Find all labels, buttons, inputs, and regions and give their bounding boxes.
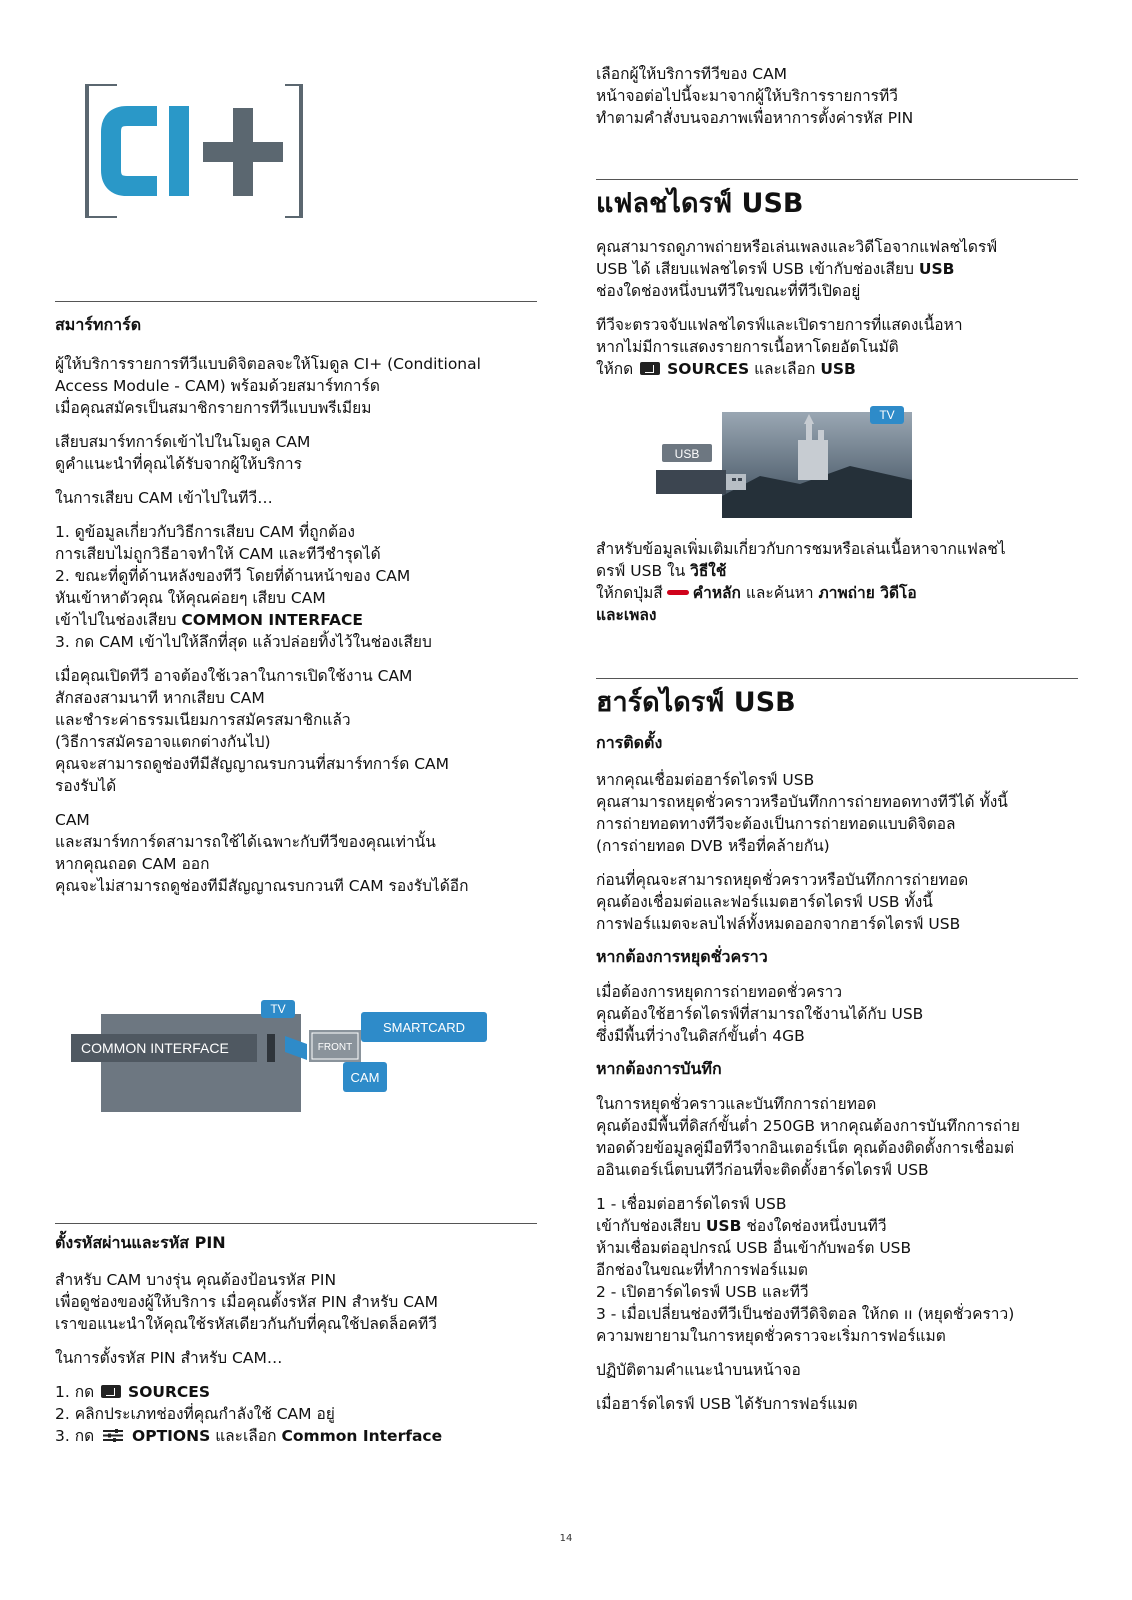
text-line: เมื่อฮาร์ดไดรฟ์ USB ได้รับการฟอร์แมต <box>596 1395 858 1413</box>
record-heading: หากต้องการบันทึก <box>596 1059 722 1078</box>
text-line: คุณต้องมีพื้นที่ดิสก์ขั้นต่ำ 250GB หากคุณต้องการบันทึกการถ่าย <box>596 1117 1020 1135</box>
text-line: การฟอร์แมตจะลบไฟล์ทั้งหมดออกจากฮาร์ดไดรฟ์ USB <box>596 915 961 933</box>
text-line: หากคุณเชื่อมต่อฮาร์ดไดรฟ์ USB <box>596 771 815 789</box>
text-line: หากไม่มีการแสดงรายการเนื้อหาโดยอัตโนมัติ <box>596 338 899 356</box>
text-line: สำหรับ CAM บางรุ่น คุณต้องป้อนรหัส PIN <box>55 1271 337 1289</box>
text-line: ดรฟ์ USB ใน วิธีใช้ <box>596 562 727 580</box>
text-line: คุณต้องใช้ฮาร์ดไดรฟ์ที่สามารถใช้งานได้กับ USB <box>596 1005 924 1023</box>
text-line: และเพลง <box>596 606 657 624</box>
text-line: สำหรับข้อมูลเพิ่มเติมเกี่ยวกับการชมหรือเล่นเนื้อหาจากแฟลชไ <box>596 540 1006 558</box>
step-line: 2 - เปิดฮาร์ดไดรฟ์ USB และทีวี <box>596 1283 809 1301</box>
step-line: ความพยายามในการหยุดชั่วคราวจะเริ่มการฟอร์แมต <box>596 1327 946 1345</box>
text-line: ในการหยุดชั่วคราวและบันทึกการถ่ายทอด <box>596 1095 877 1113</box>
divider <box>55 301 537 302</box>
divider <box>55 1223 537 1224</box>
step-line: หันเข้าหาตัวคุณ ให้คุณค่อยๆ เสียบ CAM <box>55 589 326 607</box>
text-line: USB ได้ เสียบแฟลชไดรฟ์ USB เข้ากับช่องเสียบ USB <box>596 260 955 278</box>
step-line: 3. กด CAM เข้าไปให้ลึกที่สุด แล้วปล่อยทิ้งไว้ในช่องเสียบ <box>55 633 432 651</box>
text-line: ให้กดปุ่มสี คำหลัก และค้นหา ภาพถ่าย วิดีโอ <box>596 584 917 602</box>
pin-step-2: 2. คลิกประเภทช่องที่คุณกำลังใช้ CAM อยู่ <box>55 1405 335 1423</box>
step-line: ห้ามเชื่อมต่ออุปกรณ์ USB อื่นเข้ากับพอร์ต USB <box>596 1239 912 1257</box>
divider <box>596 179 1078 180</box>
text-line: และสมาร์ทการ์ดสามารถใช้ได้เฉพาะกับทีวีของคุณเท่านั้น <box>55 833 436 851</box>
pause-heading: หากต้องการหยุดชั่วคราว <box>596 947 768 966</box>
text-line: ในการตั้งรหัส PIN สำหรับ CAM… <box>55 1349 283 1367</box>
text-line: (วิธีการสมัครอาจแตกต่างกันไป) <box>55 733 271 751</box>
text-line: Access Module - CAM) พร้อมด้วยสมาร์ทการ์ด <box>55 377 380 395</box>
pin-heading: ตั้งรหัสผ่านและรหัส PIN <box>55 1233 226 1252</box>
step-line: 2. ขณะที่ดูที่ด้านหลังของทีวี โดยที่ด้านหน้าของ CAM <box>55 567 411 585</box>
text-line: คุณจะไม่สามารถดูช่องทีมีสัญญาณรบกวนที CAM รองรับได้อีก <box>55 877 469 895</box>
text-line: (การถ่ายทอด DVB หรือที่คล้ายกัน) <box>596 837 830 855</box>
common-interface-illustration <box>71 1000 491 1112</box>
front-label: FRONT <box>317 1042 353 1053</box>
text-line: การถ่ายทอดทางทีวีจะต้องเป็นการถ่ายทอดแบบดิจิตอล <box>596 815 956 833</box>
options-icon <box>103 1429 123 1442</box>
common-interface-label: COMMON INTERFACE <box>181 611 363 629</box>
red-key-icon <box>667 590 689 595</box>
text-line: สักสองสามนาที หากเสียบ CAM <box>55 689 265 707</box>
install-heading: การติดตั้ง <box>596 733 663 752</box>
text-line: CAM <box>55 811 90 829</box>
usb-flash-title: แฟลชไดรฟ์ USB <box>596 188 804 219</box>
sources-icon <box>101 1385 121 1398</box>
step-line: 1. ดูข้อมูลเกี่ยวกับวิธีการเสียบ CAM ที่ถูกต้อง <box>55 523 355 541</box>
text-line: ผู้ให้บริการรายการทีวีแบบดิจิตอลจะให้โมดูล CI+ (Conditional <box>55 355 481 373</box>
tv-badge: TV <box>270 1002 286 1016</box>
text-line: ให้กด SOURCES และเลือก USB <box>596 360 856 378</box>
text-line: ปฏิบัติตามคำแนะนำบนหน้าจอ <box>596 1361 801 1379</box>
text-line: ออินเตอร์เน็ตบนทีวีก่อนที่จะติดตั้งฮาร์ดไดรฟ์ USB <box>596 1161 929 1179</box>
text-line: คุณสามารถดูภาพถ่ายหรือเล่นเพลงและวิดีโอจากแฟลชไดรฟ์ <box>596 238 998 256</box>
text-line: เมื่อคุณสมัครเป็นสมาชิกรายการทีวีแบบพรีเมียม <box>55 399 372 417</box>
text-line: ในการเสียบ CAM เข้าไปในทีวี… <box>55 489 273 507</box>
text-line: ทำตามคำสั่งบนจอภาพเพื่อหาการตั้งค่ารหัส PIN <box>596 109 914 127</box>
help-link: วิธีใช้ <box>690 562 727 580</box>
page-number: 14 <box>559 1533 573 1544</box>
text-line: เพื่อดูช่องของผู้ให้บริการ เมื่อคุณตั้งรหัส PIN สำหรับ CAM <box>55 1293 438 1311</box>
text-line: คุณต้องเชื่อมต่อและฟอร์แมตฮาร์ดไดรฟ์ USB ทั้งนี้ <box>596 893 933 911</box>
text-line: รองรับได้ <box>55 777 117 795</box>
sources-icon <box>640 362 660 375</box>
step-line: อีกช่องในขณะที่ทำการฟอร์แมต <box>596 1261 808 1279</box>
step-line: การเสียบไม่ถูกวิธีอาจทำให้ CAM และทีวีชำรุดได้ <box>55 545 381 563</box>
text-line: หน้าจอต่อไปนี้จะมาจากผู้ให้บริการรายการทีวี <box>596 87 898 105</box>
text-line: ซึ่งมีพื้นที่ว่างในดิสก์ขั้นต่ำ 4GB <box>596 1027 805 1045</box>
step-line: 1 - เชื่อมต่อฮาร์ดไดรฟ์ USB <box>596 1195 787 1213</box>
text-line: เสียบสมาร์ทการ์ดเข้าไปในโมดูล CAM <box>55 433 311 451</box>
text-line: ช่องใดช่องหนึ่งบนทีวีในขณะที่ทีวีเปิดอยู่ <box>596 282 861 300</box>
text-line: ดูคำแนะนำที่คุณได้รับจากผู้ให้บริการ <box>55 455 302 473</box>
pin-step-1: 1. กด SOURCES <box>55 1383 211 1401</box>
pin-step-3: 3. กด OPTIONS และเลือก Common Interface <box>55 1427 443 1445</box>
divider <box>596 678 1078 679</box>
tv-badge: TV <box>879 408 895 422</box>
cam-label: CAM <box>350 1070 380 1085</box>
text-line: ก่อนที่คุณจะสามารถหยุดชั่วคราวหรือบันทึกการถ่ายทอด <box>596 871 969 889</box>
text-line: คุณจะสามารถดูช่องทีมีสัญญาณรบกวนที่สมาร์ทการ์ด CAM <box>55 755 450 773</box>
text-line: เราขอแนะนำให้คุณใช้รหัสเดียวกันกับที่คุณใช้ปลดล็อคทีวี <box>55 1315 437 1333</box>
step-line: เข้ากับช่องเสียบ USB ช่องใดช่องหนึ่งบนทีวี <box>596 1217 887 1235</box>
ci-plus-logo <box>85 84 305 218</box>
usb-illustration <box>640 406 920 518</box>
text-line: หากคุณถอด CAM ออก <box>55 855 210 873</box>
text-line: คุณสามารถหยุดชั่วคราวหรือบันทึกการถ่ายทอดทางทีวีได้ ทั้งนี้ <box>596 793 1008 811</box>
step-line: 3 - เมื่อเปลี่ยนช่องทีวีเป็นช่องทีวีดิจิตอล ให้กด ıı (หยุดชั่วคราว) <box>596 1305 1015 1323</box>
text-line: ทีวีจะตรวจจับแฟลชไดรฟ์และเปิดรายการที่แสดงเนื้อหา <box>596 316 963 334</box>
text-line: ทอดด้วยข้อมูลคู่มือทีวีจากอินเตอร์เน็ต คุณต้องติดตั้งการเชื่อมต่ <box>596 1139 1015 1157</box>
usb-label: USB <box>674 447 700 461</box>
hdd-title: ฮาร์ดไดรฟ์ USB <box>596 687 796 718</box>
step-line: เข้าไปในช่องเสียบ COMMON INTERFACE <box>55 611 363 629</box>
text-line: เมื่อคุณเปิดทีวี อาจต้องใช้เวลาในการเปิดใช้งาน CAM <box>55 667 413 685</box>
text-line: และชำระค่าธรรมเนียมการสมัครสมาชิกแล้ว <box>55 711 351 729</box>
slot-label: COMMON INTERFACE <box>81 1040 229 1056</box>
text-line: เมื่อต้องการหยุดการถ่ายทอดชั่วคราว <box>596 983 843 1001</box>
smartcard-label: SMARTCARD <box>382 1020 466 1035</box>
smartcard-heading: สมาร์ทการ์ด <box>55 315 142 334</box>
text-line: เลือกผู้ให้บริการทีวีของ CAM <box>596 65 788 83</box>
